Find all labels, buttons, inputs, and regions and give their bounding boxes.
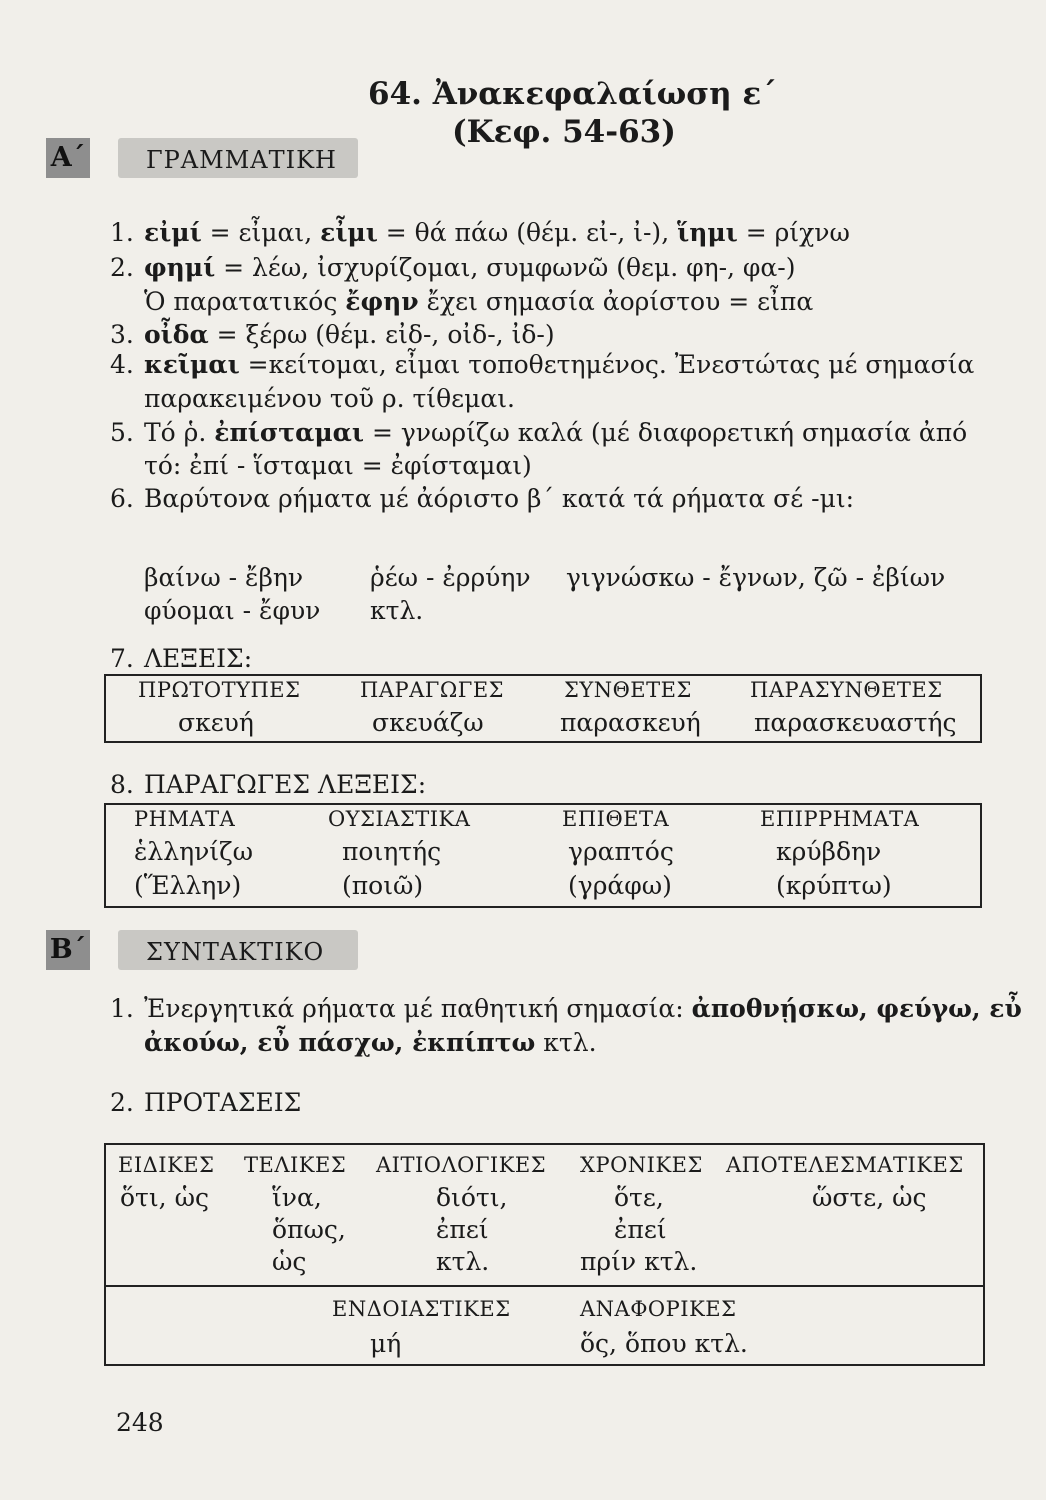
words-table [104,674,982,743]
table-header: ΑΙΤΙΟΛΟΓΙΚΕΣ [376,1153,547,1177]
grammar-item-5-cont: τό: ἐπί - ἵσταμαι = ἐφίσταμαι) [144,451,532,480]
table-cell: ἵνα, [272,1183,322,1212]
table-cell: σκευάζω [372,708,484,737]
verb-pair: ῥέω - ἐρρύην [370,563,531,592]
grammar-item-8: 8. ΠΑΡΑΓΩΓΕΣ ΛΕΞΕΙΣ: [110,770,427,799]
table-cell: (ποιῶ) [342,871,424,900]
table-header: ΕΠΙΡΡΗΜΑΤΑ [760,807,920,831]
verb-etc: κτλ. [370,596,424,625]
grammar-item-1: 1. εἰμί = εἶμαι, εἶμι = θά πάω (θέμ. εἰ-, ἰ-), ἵημι = ρίχνω [110,218,850,247]
table-cell: παρασκευαστής [754,708,957,737]
table-header: ΡΗΜΑΤΑ [134,807,236,831]
table-cell: ὥστε, ὡς [812,1183,927,1212]
clauses-table [104,1143,985,1366]
verb-pair: βαίνω - ἔβην [144,563,304,592]
syntax-item-1: 1. Ἐνεργητικά ρήματα μέ παθητική σημασία: ἀποθνῄσκω, φεύγω, εὖ [110,994,1022,1023]
table-cell: ποιητής [342,837,442,866]
table-header: ΧΡΟΝΙΚΕΣ [580,1153,703,1177]
grammar-item-5: 5. Τό ῥ. ἐπίσταμαι = γνωρίζω καλά (μέ διαφορετική σημασία ἀπό [110,418,968,447]
grammar-item-6: 6. Βαρύτονα ρήματα μέ ἀόριστο β΄ κατά τά ρήματα σέ -μι: [110,484,855,513]
table-cell: ὅτι, ὡς [120,1183,209,1212]
table-header: ΑΠΟΤΕΛΕΣΜΑΤΙΚΕΣ [726,1153,964,1177]
table-cell: ἐπεί [614,1215,667,1244]
chapter-title: 64. Ἀνακεφαλαίωση ε΄ [368,76,777,112]
table-header: ΣΥΝΘΕΤΕΣ [564,678,692,702]
table-cell: (Ἕλλην) [134,871,242,900]
table-header: ΠΡΩΤΟΤΥΠΕΣ [138,678,301,702]
table-cell: σκευή [178,708,254,737]
section-b-letter: Β΄ [46,930,90,970]
chapter-subtitle: (Κεφ. 54-63) [452,114,676,150]
section-b-title: ΣΥΝΤΑΚΤΙΚΟ [146,938,325,966]
table-cell: ὅτε, [614,1183,664,1212]
syntax-item-2: 2. ΠΡΟΤΑΣΕΙΣ [110,1088,302,1117]
table-header: ΕΙΔΙΚΕΣ [118,1153,215,1177]
table-header: ΕΠΙΘΕΤΑ [562,807,670,831]
table-header: ΠΑΡΑΓΩΓΕΣ [360,678,505,702]
table-cell: μή [370,1329,402,1358]
table-cell: κτλ. [436,1247,490,1276]
page-number: 248 [116,1408,164,1437]
grammar-item-4-cont: παρακειμένου τοῦ ρ. τίθεμαι. [144,384,515,413]
table-header: ΤΕΛΙΚΕΣ [244,1153,347,1177]
grammar-item-7: 7. ΛΕΞΕΙΣ: [110,644,253,673]
table-cell: κρύβδην [776,837,882,866]
derived-words-table [104,803,982,908]
syntax-item-1-cont: ἀκούω, εὖ πάσχω, ἐκπίπτω κτλ. [144,1028,597,1057]
grammar-item-4: 4. κεῖμαι =κείτομαι, εἶμαι τοποθετημένος. Ἐνεστώτας μέ σημασία [110,350,975,379]
table-cell: ὅπως, [272,1215,346,1244]
table-cell: ὅς, ὅπου κτλ. [580,1329,748,1358]
table-cell: ἐπεί [436,1215,489,1244]
table-cell: πρίν κτλ. [580,1247,698,1276]
table-header: ΠΑΡΑΣΥΝΘΕΤΕΣ [750,678,943,702]
section-a-title: ΓΡΑΜΜΑΤΙΚΗ [146,146,337,174]
table-cell: ἑλληνίζω [134,837,254,866]
table-header: ΟΥΣΙΑΣΤΙΚΑ [328,807,471,831]
grammar-item-2-note: Ὁ παρατατικός ἔφην ἔχει σημασία ἀορίστου = εἶπα [144,287,814,316]
table-cell: ὡς [272,1247,307,1276]
table-cell: γραπτός [568,837,674,866]
grammar-item-2: 2. φημί = λέω, ἰσχυρίζομαι, συμφωνῶ (θεμ. φη-, φα-) [110,253,796,282]
table-cell: (γράφω) [568,871,672,900]
table-cell: (κρύπτω) [776,871,892,900]
table-cell: διότι, [436,1183,508,1212]
grammar-item-3: 3. οἶδα = ξέρω (θέμ. εἰδ-, οἰδ-, ἰδ-) [110,320,555,349]
table-header: ΕΝΔΟΙΑΣΤΙΚΕΣ [332,1297,511,1321]
verb-pair: φύομαι - ἔφυν [144,596,321,625]
table-header: ΑΝΑΦΟΡΙΚΕΣ [580,1297,737,1321]
table-cell: παρασκευή [560,708,701,737]
table-divider [106,1285,983,1287]
section-a-letter: Α΄ [46,138,90,178]
verb-pair: γιγνώσκω - ἔγνων, ζῶ - ἐβίων [566,563,946,592]
